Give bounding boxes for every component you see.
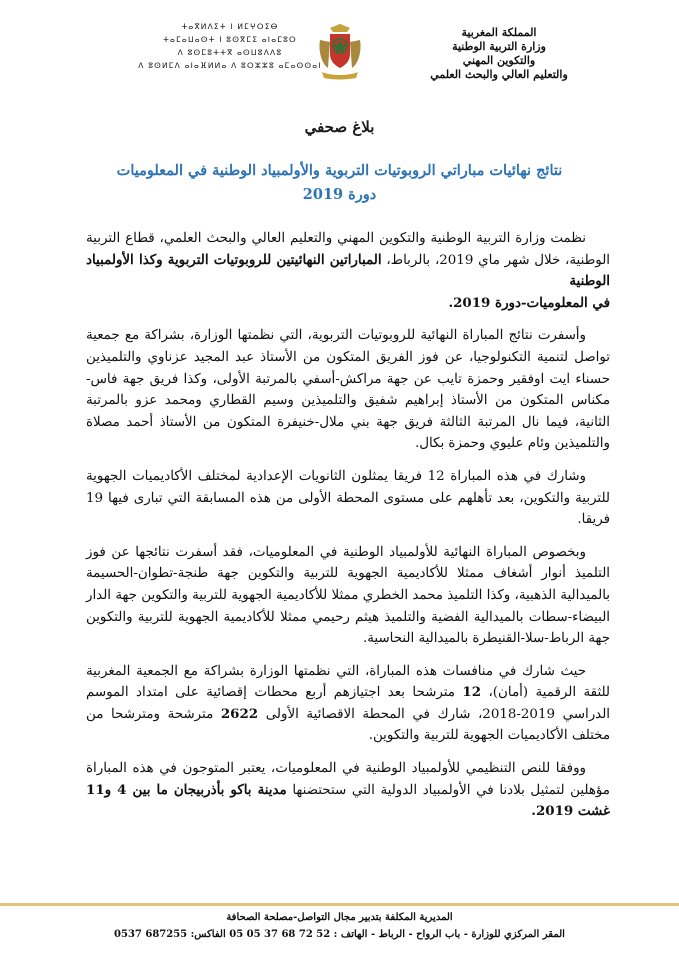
header-tifinagh-line: ⴷ ⵓⵙⵍⵎⴷ ⴰⵏⴰⴼⵍⵍⴰ ⴷ ⵓⵔⵣⵣⵓ ⴰⵎⴰⵙⵙⴰⵏ: [138, 61, 322, 70]
footer: [0, 909, 679, 943]
footer-contact: المقر المركزي للوزارة - باب الرواح - الرباط - الهاتف : 52 72 68 37 05 05 الفاكس: 687255 0537: [114, 929, 565, 940]
p5-text: مترشحة ومترشحا من مختلف الأكاديميات الجهوية للتربية والتكوين.: [86, 706, 610, 744]
ministry-header-arabic: [419, 26, 579, 82]
paragraph-olympiad-results: وبخصوص المباراة النهائية للأولمبياد الوطنية في المعلوميات، فقد أسفرت نتائجها عن فوز التلميذ أنوار أشغاف ممثلا للأكاديمية الجهوية للتربية والتكوين جهة طنجة-تطوان-الحسيمة بالميدالية الذهبية، وكذا التلميذ محمد الخطري ممثلا للأكاديمية الجهوية للتربية والتكوين جهة الدار البيضاء-سطات بالميدالية الفضية والتلميذ هيثم رحيمي ممثلا للأكاديمية الجهوية للتربية والتكوين جهة الرباط-سلا-القنيطرة بالميدالية النحاسية.: [86, 544, 610, 647]
intro-text: نظمت وزارة التربية الوطنية والتكوين المهني والتعليم العالي والبحث العلمي، قطاع التربية الوطنية، خلال شهر ماي 2019، بالرباط،: [86, 231, 610, 268]
edition-title: دورة 2019: [302, 186, 377, 203]
header-ar-line: وزارة التربية الوطنية: [452, 40, 546, 53]
press-release-heading: بلاغ صحفي: [304, 118, 375, 136]
release-subject-title: نتائج نهائيات مباراتي الروبوتيات التربوية والأولمبياد الوطنية في المعلوميات: [116, 162, 563, 179]
header-ar-line: المملكة المغربية: [461, 26, 537, 39]
paragraph-olympiad-participation: [86, 661, 610, 747]
p6-text: ووفقا للنص التنظيمي للأولمبياد الوطنية في المعلوميات، يعتبر المتوجون في هذه المباراة مؤهلين لتمثيل بلادنا في الأولمبياد الدولية التي ستحتضنها: [86, 761, 610, 798]
header-tifinagh-line: ⴷ ⵓⵙⵎⵓⵜⵜⴳ ⴰⵙⵡⵓⴷⴷⵓ: [177, 48, 283, 57]
header-ar-line: والتكوين المهني: [462, 54, 536, 67]
header-tifinagh-line: ⵜⴰⴳⵍⴷⵉⵜ ⵏ ⵍⵎⵖⵔⵉⴱ: [181, 22, 279, 31]
paragraph-intro: [86, 228, 610, 314]
footer-divider: [0, 903, 679, 906]
finalists-count: 12: [462, 684, 482, 701]
ministry-header-tifinagh: [135, 20, 325, 72]
p5-text: مترشحا بعد اجتيازهم أربع محطات إقصائية على امتداد الموسم الدراسي 2019-2018، شارك في المحطة الاقصائية الأولى: [86, 685, 610, 722]
baku-event-highlight: مدينة باكو بأذربيجان ما بين 4 و11 غشت 2019.: [86, 781, 610, 820]
paragraph-robotics-participation: وشارك في هذه المباراة 12 فريقا يمثلون الثانويات الإعدادية لمختلف الأكاديميات الجهوية للتربية والتكوين، بعد تأهلهم على مستوى المحطة الأولى من هذه المسابقة التي تبارى فيها 19 فريقا.: [86, 468, 610, 528]
intro-highlight: المباراتين النهائيتين للروبوتيات التربوية وكذا الأولمبياد الوطنية: [86, 251, 610, 290]
release-body: [86, 228, 610, 834]
p5-text: حيث شارك في منافسات هذه المباراة، التي نظمتها الوزارة بشراكة مع الجمعية المغربية للثقة الرقمية (أمان)،: [86, 663, 610, 701]
paragraph-international-olympiad: [86, 758, 610, 823]
header-tifinagh-line: ⵜⴰⵎⴰⵡⴰⵙⵜ ⵏ ⵓⵙⴳⵎⵉ ⴰⵏⴰⵎⵓⵔ: [163, 35, 297, 44]
first-stage-count: 2622: [220, 705, 259, 722]
intro-highlight-end: في المعلوميات-دورة 2019.: [448, 294, 610, 311]
footer-department: المديرية المكلفة بتدبير مجال التواصل-مصلحة الصحافة: [226, 912, 453, 923]
paragraph-robotics-results: وأسفرت نتائج المباراة النهائية للروبوتيات التربوية، التي نظمتها الوزارة، بشراكة مع جمعية تواصل لتنمية التكنولوجيا، عن فوز الفريق المتكون من الأستاذ عبد المجيد عزناوي والتلميذين حسناء ايت اوفقير وحمزة تايب عن جهة مراكش-أسفي بالمرتبة الأولى، وكذا فريق جهة فاس-مكناس المتكون من الأستاذ إبراهيم شفيق والتلميذين وسيم القطاري ومحمد عزو بالمرتبة الثانية، فيما نال المرتبة الثالثة فريق جهة بني ملال-خنيفرة المتكون من الأستاذ أحمد مصلاة والتلميذين وئام عليوي وحمزة بكال.: [86, 328, 610, 452]
header-ar-line: والتعليم العالي والبحث العلمي: [430, 68, 568, 81]
